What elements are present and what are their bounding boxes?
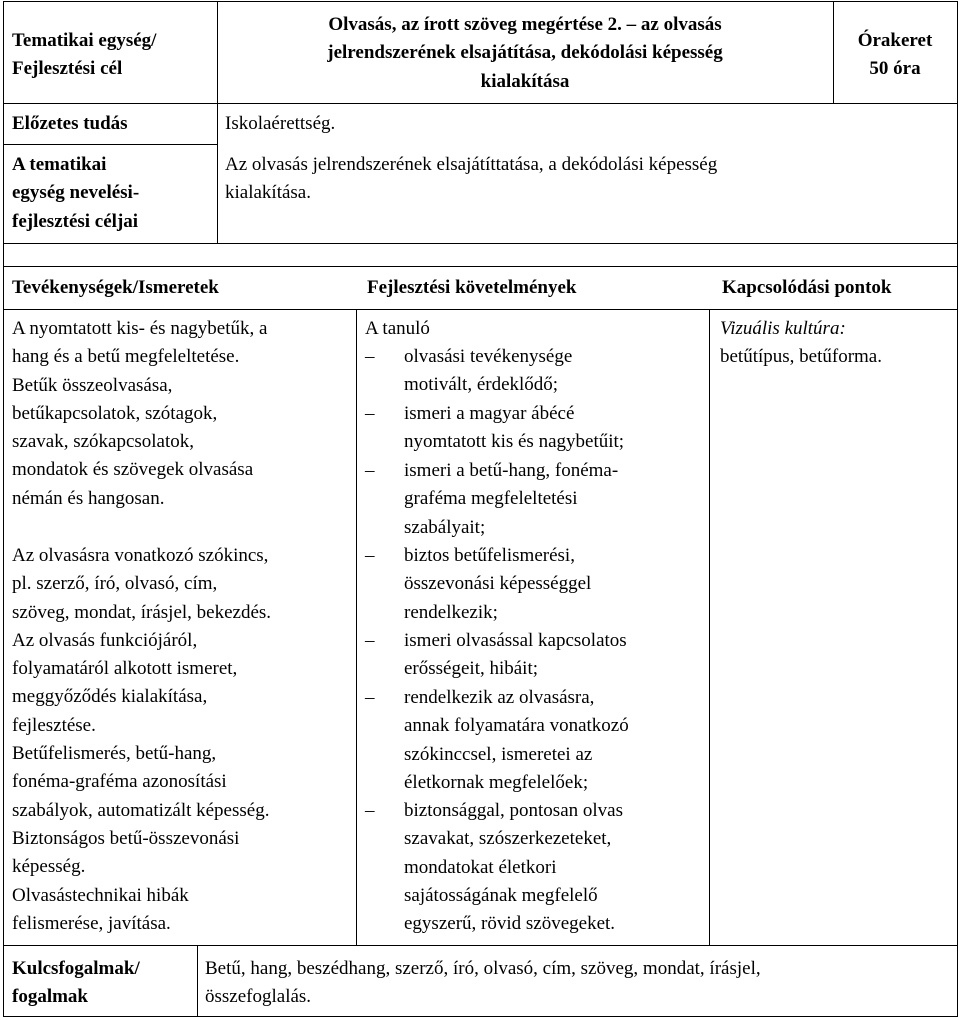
list-dash: – xyxy=(365,346,375,367)
key-concepts-label: Kulcsfogalmak/ fogalmak xyxy=(12,958,140,1008)
list-dash: – xyxy=(365,800,375,821)
list-dash: – xyxy=(365,460,375,481)
activities-block-1: A nyomtatott kis- és nagybetűk, a hang és a betű megfeleltetése. Betűk összeolvasása, betűkapcsolatok, szótagok, szavak, szókapcsolatok, mondatok és szövegek olvasása némán és hangosan. xyxy=(12,318,268,509)
list-dash: – xyxy=(365,687,375,708)
requirement-item: rendelkezik az olvasásra, annak folyamatára vonatkozó szókinccsel, ismeretei az életkornak megfelelőek; xyxy=(404,687,629,793)
requirements-intro: A tanuló xyxy=(365,318,430,339)
key-concepts-value: Betű, hang, beszédhang, szerző, író, olvasó, cím, szöveg, mondat, írásjel, összefoglalás. xyxy=(205,958,761,1008)
list-dash: – xyxy=(365,630,375,651)
list-dash: – xyxy=(365,403,375,424)
column-header-connections: Kapcsolódási pontok xyxy=(722,277,892,298)
column-divider xyxy=(197,945,198,1017)
unit-label: Tematikai egység/ Fejlesztési cél xyxy=(12,30,157,80)
hours-label: Órakeret xyxy=(857,30,933,51)
activities-block-2: Az olvasásra vonatkozó szókincs, pl. szerző, író, olvasó, cím, szöveg, mondat, írásjel, bekezdés. Az olvasás funkciójáról, folyamatáról alkotott ismeret, meggyőződés kialakítása, fejlesztése. Betűfelismerés, betű-hang, fonéma-graféma azonosítási szabályok, automatizált képesség. Biztonságos betű-összevonási képesség. Olvasástechnikai hibák felismerése, javítása. xyxy=(12,545,272,934)
goals-label: A tematikai egység nevelési- fejlesztési céljai xyxy=(12,154,140,232)
prior-knowledge-label: Előzetes tudás xyxy=(12,113,128,134)
row-divider xyxy=(3,144,217,145)
row-divider xyxy=(3,103,958,104)
requirement-item: ismeri olvasással kapcsolatos erősségeit, hibáit; xyxy=(404,630,627,680)
table-left-border xyxy=(3,1,4,1017)
column-divider xyxy=(709,309,710,946)
requirement-item: ismeri a magyar ábécé nyomtatott kis és nagybetűit; xyxy=(404,403,625,453)
column-divider xyxy=(356,309,357,946)
column-header-requirements: Fejlesztési követelmények xyxy=(367,277,577,298)
connections-cell xyxy=(720,315,882,372)
column-header-activities: Tevékenységek/Ismeretek xyxy=(12,277,219,298)
table-right-border xyxy=(957,1,958,1017)
table-bottom-border xyxy=(3,1016,958,1017)
connection-text: betűtípus, betűforma. xyxy=(720,346,882,368)
connection-subject: Vizuális kultúra: xyxy=(720,318,846,339)
requirement-item: biztonsággal, pontosan olvas szavakat, szószerkezeteket, mondatokat életkori sajátosságának megfelelő egyszerű, rövid szövegeket. xyxy=(404,800,623,935)
row-divider xyxy=(3,266,958,267)
row-divider xyxy=(3,243,958,244)
list-dash: – xyxy=(365,545,375,566)
goals-value: Az olvasás jelrendszerének elsajátíttatása, a dekódolási képesség kialakítása. xyxy=(225,154,718,204)
requirement-item: ismeri a betű-hang, fonéma- graféma megfeleltetési szabályait; xyxy=(404,460,619,538)
row-divider xyxy=(3,309,958,310)
hours-cell xyxy=(833,27,957,84)
row-divider xyxy=(3,945,958,946)
prior-knowledge-value: Iskolaérettség. xyxy=(225,113,336,134)
requirement-item: biztos betűfelismerési, összevonási képességgel rendelkezik; xyxy=(404,545,592,623)
unit-title: Olvasás, az írott szöveg megértése 2. – az olvasás jelrendszerének elsajátítása, dekódolási képesség kialakítása xyxy=(327,14,723,92)
table-top-border xyxy=(3,1,958,2)
requirement-item: olvasási tevékenysége motivált, érdeklődő; xyxy=(404,346,573,396)
hours-value: 50 óra xyxy=(869,58,921,80)
